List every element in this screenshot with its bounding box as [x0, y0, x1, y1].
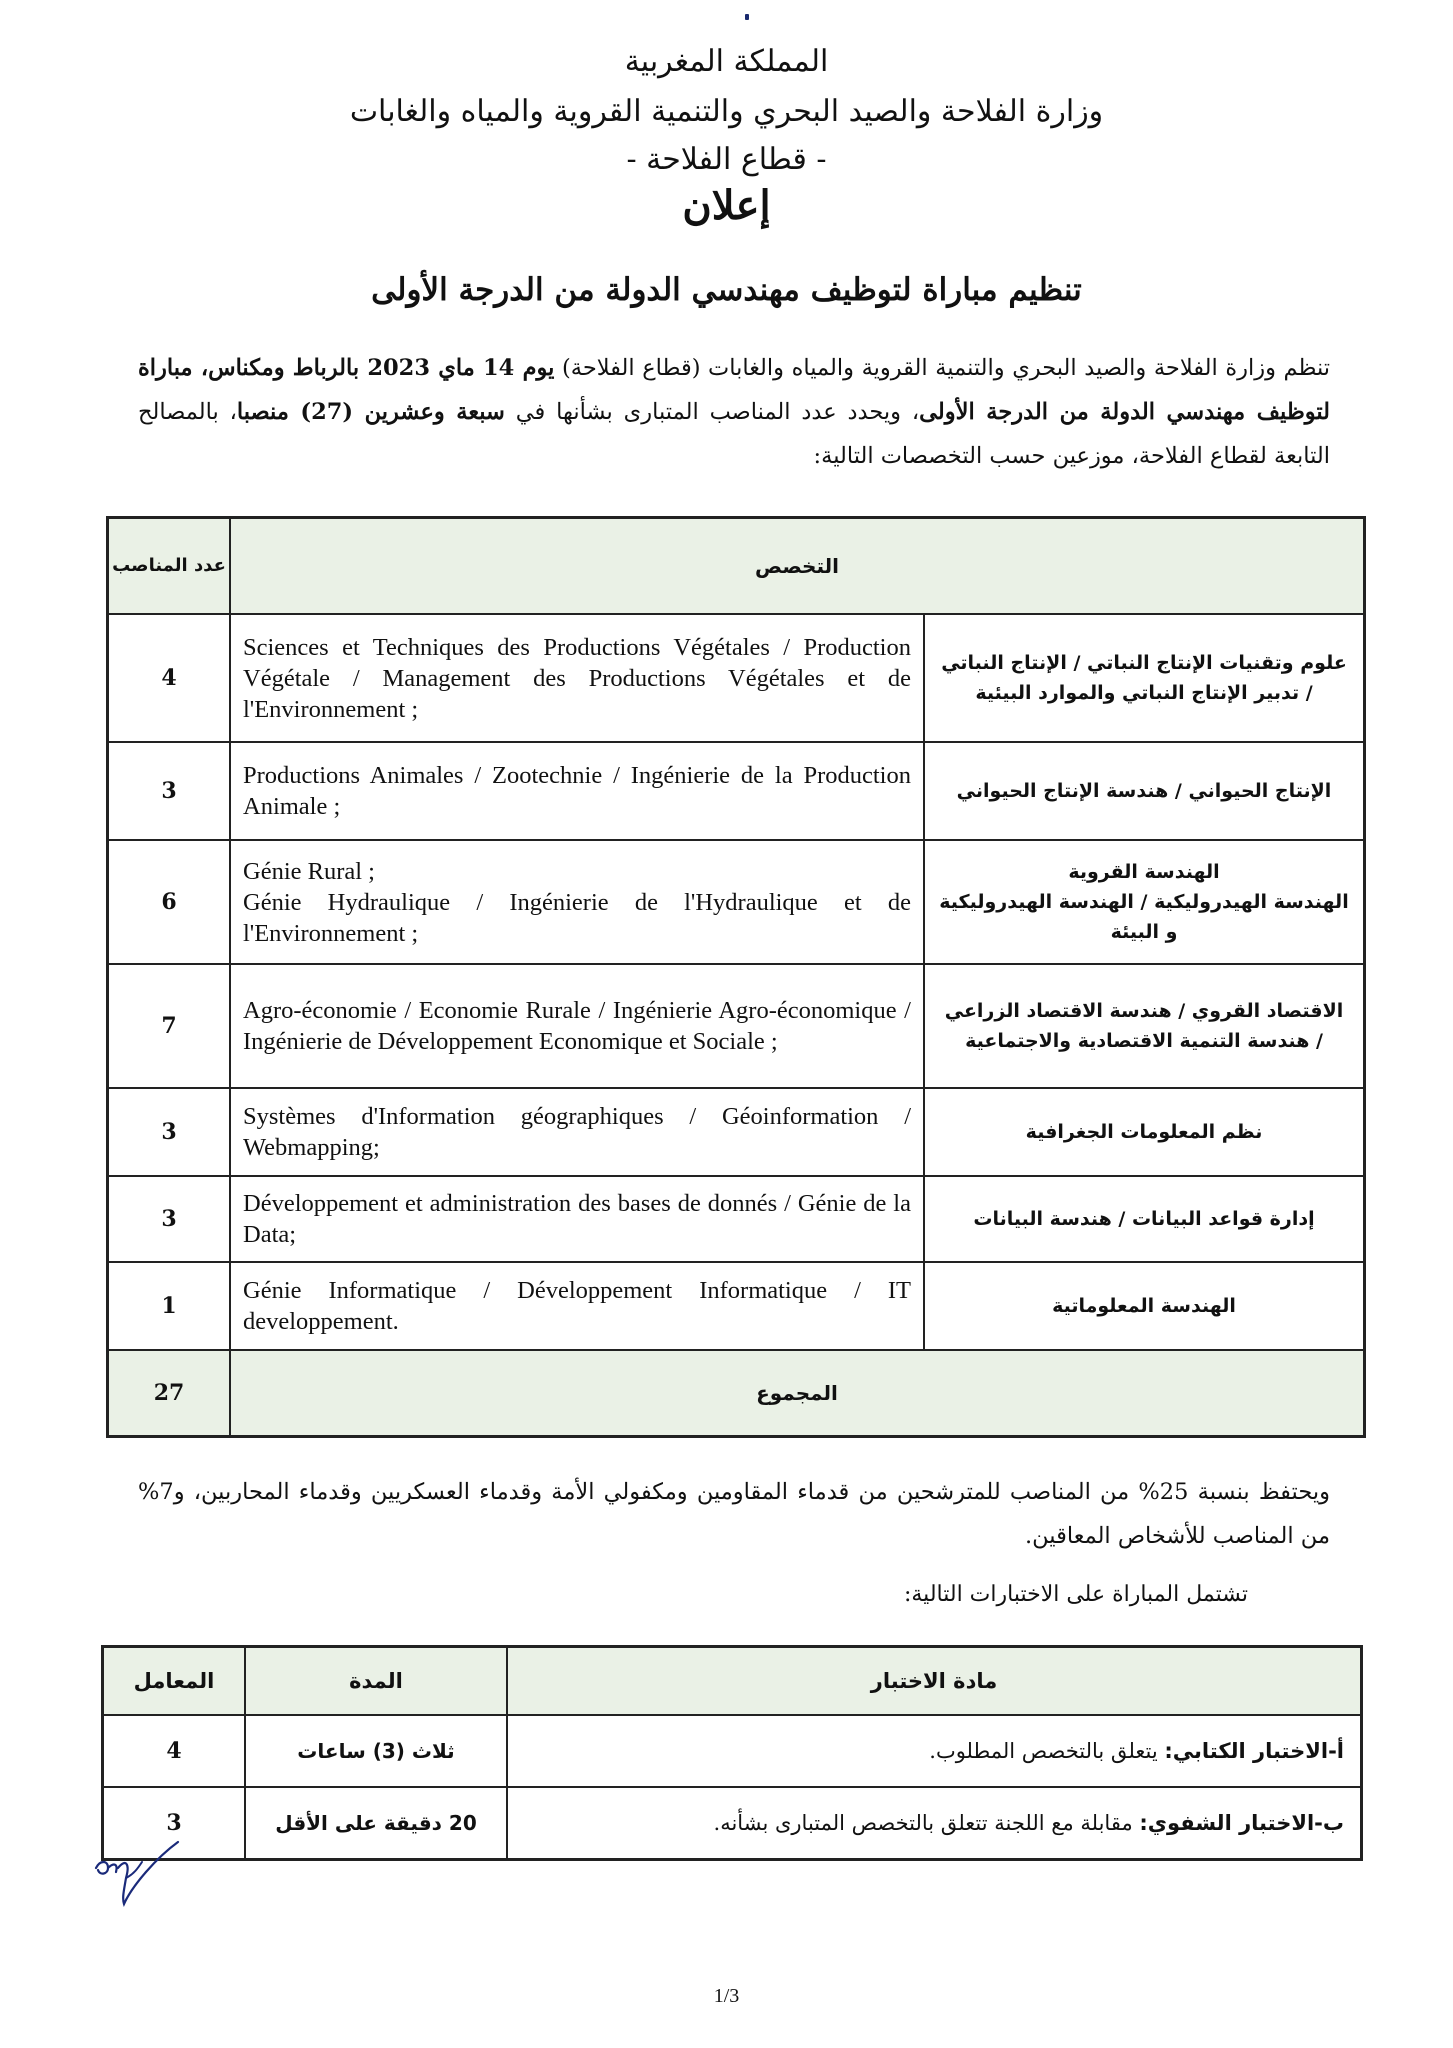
- row-count: 3: [108, 1176, 231, 1262]
- exams-table: [101, 1645, 1363, 1861]
- exam-label: أ-الاختبار الكتابي:: [1164, 1739, 1344, 1763]
- exam-description: يتعلق بالتخصص المطلوب.: [929, 1739, 1165, 1763]
- ink-dot: [745, 14, 749, 20]
- row-specialty-fr: Sciences et Techniques des Productions Végétales / Production Végétale / Management des Productions Végétales et de l'Environnement ;: [230, 614, 924, 742]
- row-specialty-ar: الإنتاج الحيواني / هندسة الإنتاج الحيواني: [924, 742, 1365, 840]
- positions-table: [106, 516, 1366, 1438]
- sector-title: - قطاع الفلاحة -: [626, 142, 827, 177]
- row-specialty-ar: نظم المعلومات الجغرافية: [924, 1088, 1365, 1176]
- exam-subject: [507, 1715, 1362, 1787]
- handwritten-signature: [86, 1838, 196, 1918]
- header-exam-subject: مادة الاختبار: [507, 1647, 1362, 1716]
- ministry-title: وزارة الفلاحة والصيد البحري والتنمية القروية والمياه والغابات: [349, 94, 1104, 129]
- intro-bold-2: سبعة وعشرين (27) منصبا: [236, 399, 505, 425]
- row-count: 3: [108, 742, 231, 840]
- row-specialty-fr: Agro-économie / Economie Rurale / Ingénierie Agro-économique / Ingénierie de Développement Economique et Sociale ;: [230, 964, 924, 1088]
- exam-duration: ثلاث (3) ساعات: [245, 1715, 507, 1787]
- table-row: [108, 840, 1365, 964]
- exam-duration: 20 دقيقة على الأقل: [245, 1787, 507, 1860]
- header-coefficient: المعامل: [103, 1647, 246, 1716]
- page-number: 1/3: [713, 1985, 740, 2007]
- row-count: 6: [108, 840, 231, 964]
- exam-description: مقابلة مع اللجنة تتعلق بالتخصص المتبارى بشأنه.: [713, 1811, 1140, 1835]
- announcement-title: إعلان: [682, 182, 771, 229]
- intro-bold-1: يوم 14 ماي 2023 بالرباط ومكناس، مباراة لتوظيف مهندسي الدولة من الدرجة الأولى: [138, 355, 1330, 425]
- total-count: 27: [108, 1350, 231, 1437]
- positions-table-header: [108, 518, 1365, 615]
- table-row: [108, 1176, 1365, 1262]
- row-specialty-fr: Productions Animales / Zootechnie / Ingénierie de la Production Animale ;: [230, 742, 924, 840]
- total-label: المجموع: [230, 1350, 1365, 1437]
- row-specialty-fr: Systèmes d'Information géographiques / Géoinformation / Webmapping;: [230, 1088, 924, 1176]
- total-row: [108, 1350, 1365, 1437]
- exam-coefficient: 4: [103, 1715, 246, 1787]
- row-specialty-ar: إدارة قواعد البيانات / هندسة البيانات: [924, 1176, 1365, 1262]
- row-specialty-ar: الاقتصاد القروي / هندسة الاقتصاد الزراعي / هندسة التنمية الاقتصادية والاجتماعية: [924, 964, 1365, 1088]
- table-row: [108, 614, 1365, 742]
- intro-text-3: ، بالمصالح التابعة لقطاع الفلاحة، موزعين حسب التخصصات التالية:: [138, 399, 1330, 469]
- row-specialty-fr: Génie Informatique / Développement Informatique / IT developpement.: [230, 1262, 924, 1350]
- row-specialty-ar: الهندسة المعلوماتية: [924, 1262, 1365, 1350]
- intro-text-1: تنظم وزارة الفلاحة والصيد البحري والتنمية القروية والمياه والغابات (قطاع الفلاحة): [554, 355, 1330, 381]
- table-row: [103, 1715, 1362, 1787]
- row-count: 7: [108, 964, 231, 1088]
- intro-paragraph: [138, 346, 1330, 478]
- row-count: 4: [108, 614, 231, 742]
- row-specialty-fr: Développement et administration des bases de donnés / Génie de la Data;: [230, 1176, 924, 1262]
- announcement-subject: تنظيم مباراة لتوظيف مهندسي الدولة من الدرجة الأولى: [371, 272, 1082, 308]
- row-count: 3: [108, 1088, 231, 1176]
- reserve-paragraph: ويحتفظ بنسبة 25% من المناصب للمترشحين من قدماء المقاومين ومكفولي الأمة وقدماء العسكريين وقدماء المحاربين، و7% من المناصب للأشخاص المعاقين.: [138, 1479, 1330, 1549]
- exam-subject: [507, 1787, 1362, 1860]
- row-specialty-ar: الهندسة القروية الهندسة الهيدروليكية / الهندسة الهيدروليكية و البيئة: [924, 840, 1365, 964]
- exam-label: ب-الاختبار الشفوي:: [1139, 1811, 1344, 1835]
- table-row: [103, 1787, 1362, 1860]
- intro-text-2: ، ويحدد عدد المناصب المتبارى بشأنها في: [504, 399, 920, 425]
- table-row: [108, 742, 1365, 840]
- table-row: [108, 1262, 1365, 1350]
- header-count: عدد المناصب: [108, 518, 231, 615]
- exams-intro: تشتمل المباراة على الاختبارات التالية:: [903, 1582, 1248, 1607]
- row-count: 1: [108, 1262, 231, 1350]
- kingdom-title: المملكة المغربية: [624, 44, 829, 79]
- header-duration: المدة: [245, 1647, 507, 1716]
- table-row: [108, 964, 1365, 1088]
- header-specialty: التخصص: [230, 518, 1365, 615]
- table-row: [108, 1088, 1365, 1176]
- exam-coefficient: 3: [103, 1787, 246, 1860]
- row-specialty-fr: Génie Rural ; Génie Hydraulique / Ingénierie de l'Hydraulique et de l'Environnement ;: [230, 840, 924, 964]
- exams-table-header: [103, 1647, 1362, 1716]
- row-specialty-ar: علوم وتقنيات الإنتاج النباتي / الإنتاج النباتي / تدبير الإنتاج النباتي والموارد البيئية: [924, 614, 1365, 742]
